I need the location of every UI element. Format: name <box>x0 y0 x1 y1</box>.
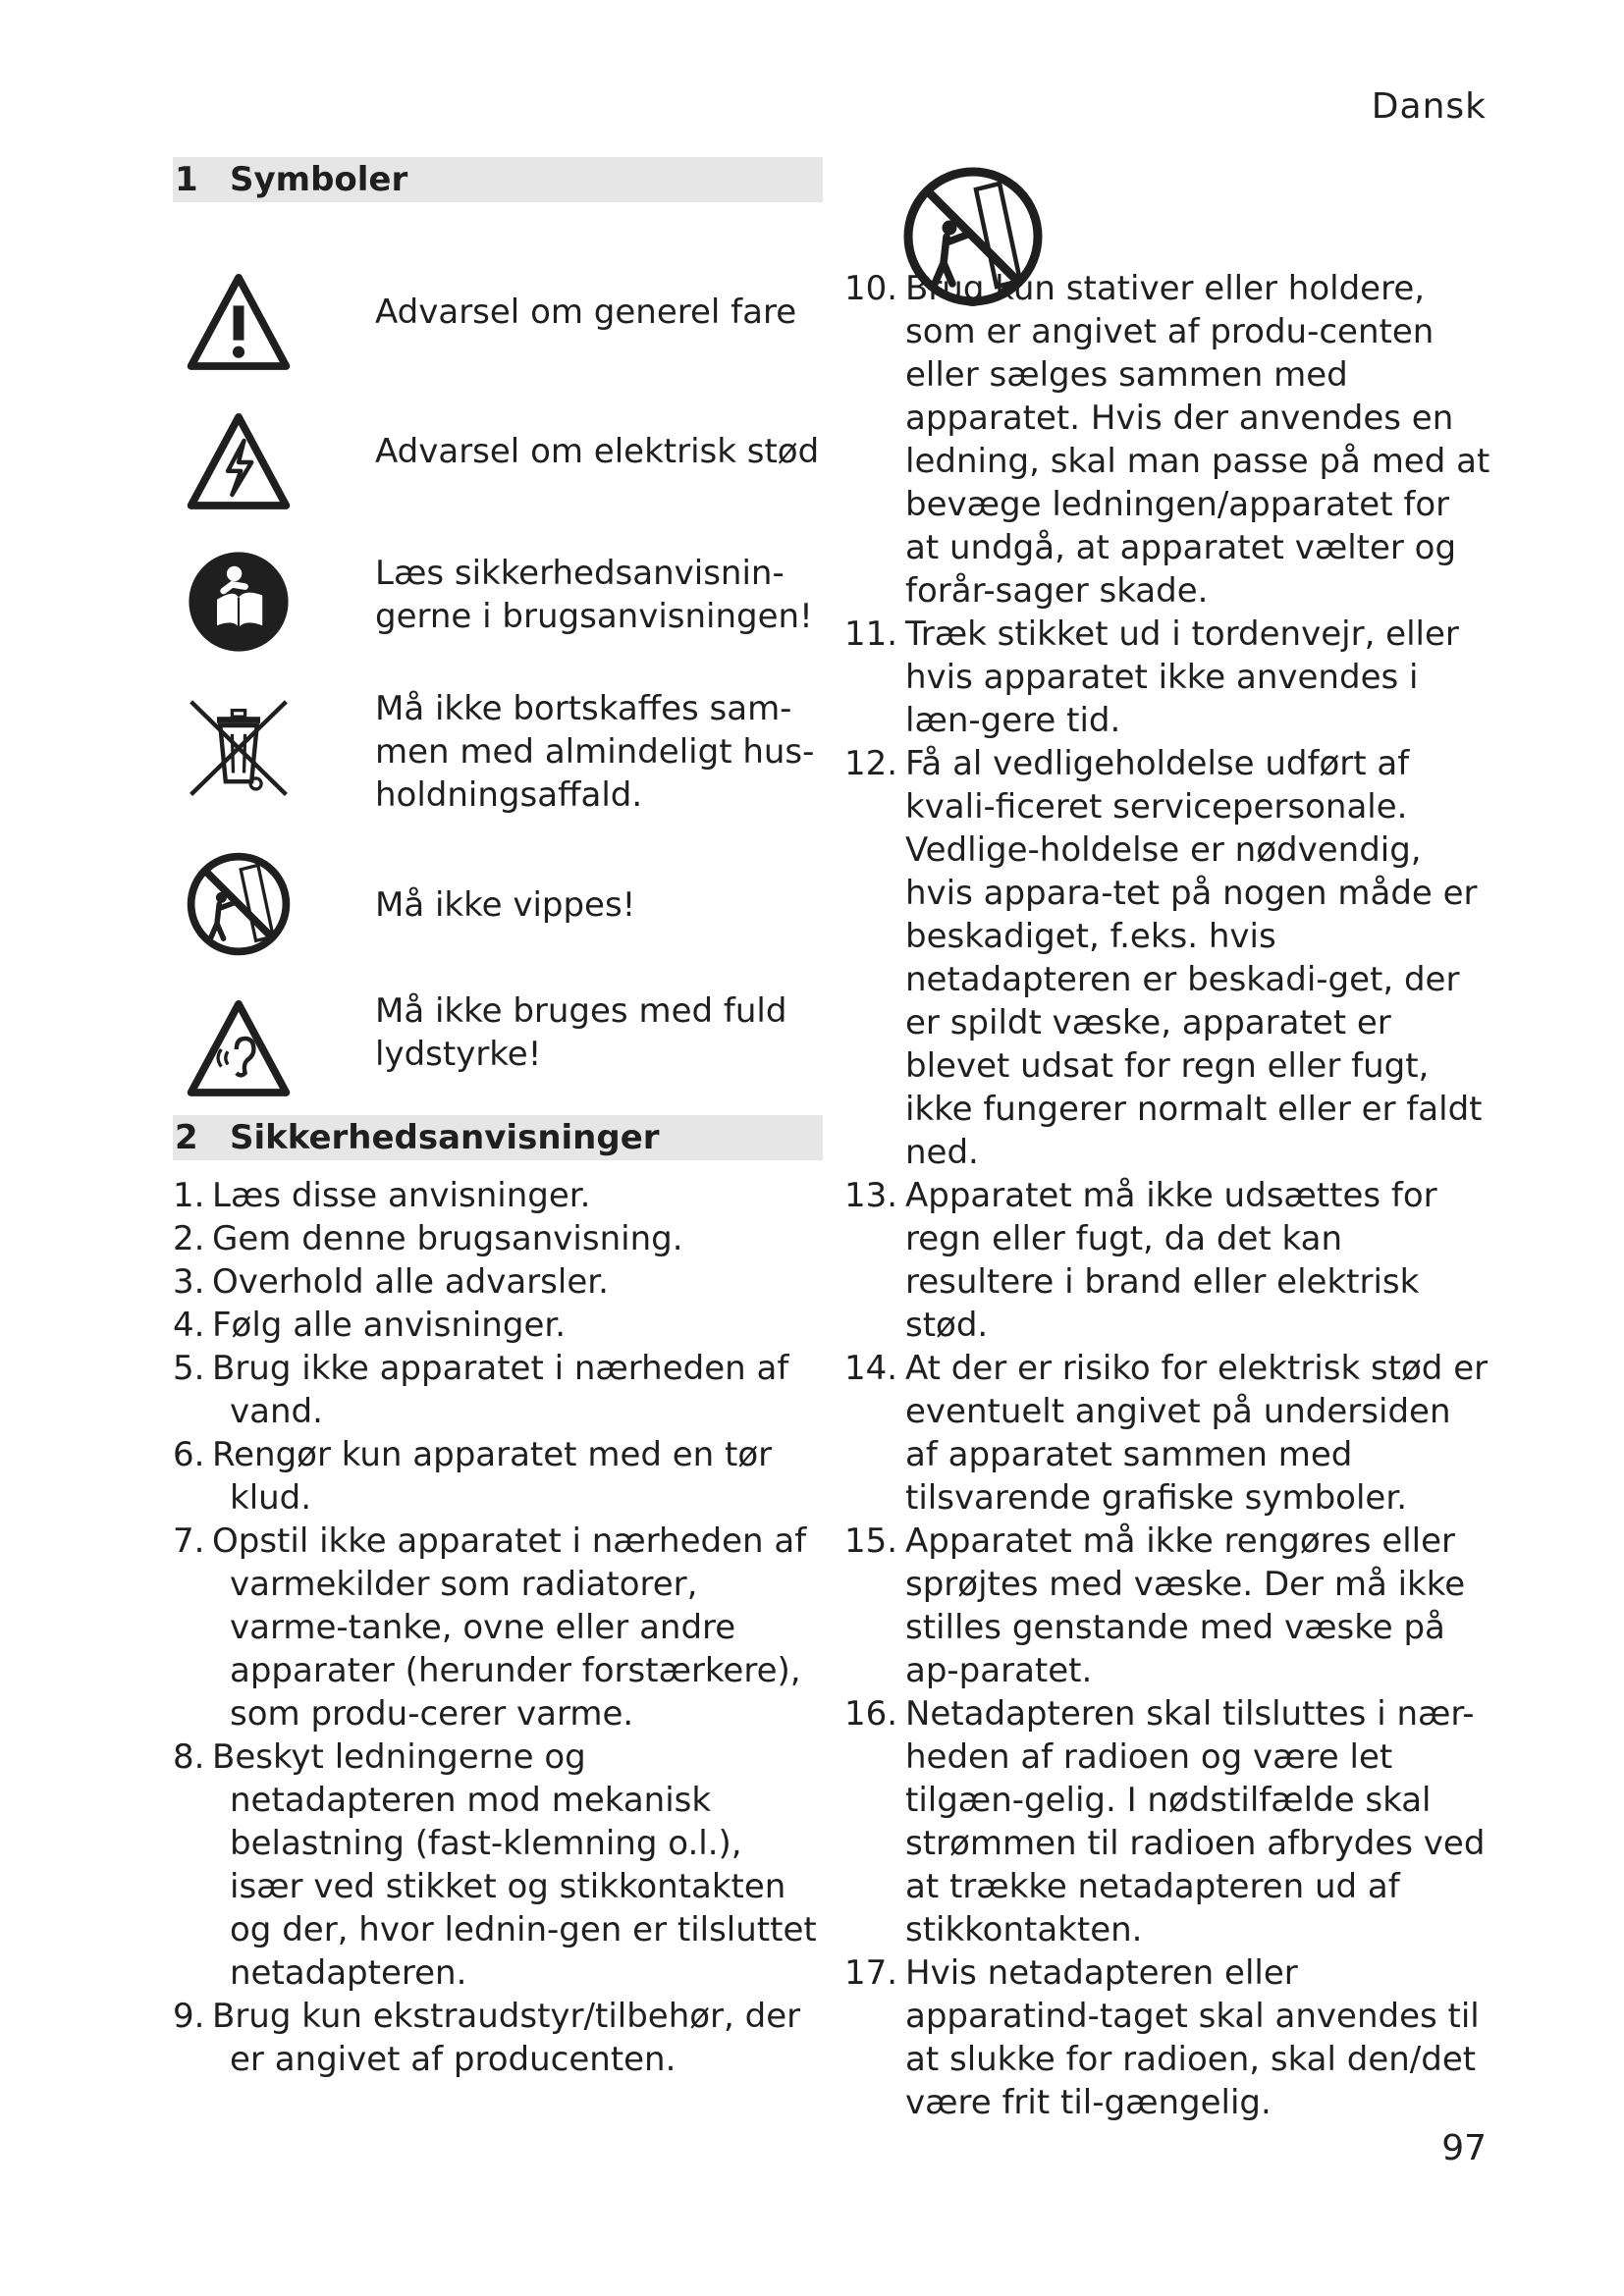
no-tipping-icon <box>185 850 293 958</box>
section-heading-symbols <box>173 157 823 202</box>
list-item: 12. Få al vedligeholdelse udført af kvali-ficeret servicepersonale. Vedlige-holdelse er nødvendig, hvis appara-tet på nogen måde er beskadiget, f.eks. hvis netadapteren er beskadi-get, der er spildt væske, apparatet er blevet udsat for regn eller fugt, ikke fungerer normalt eller er faldt ned. <box>844 744 1483 1172</box>
crossed-out-bin-icon <box>185 693 293 801</box>
section-title: Sikkerhedsanvisninger <box>230 1118 660 1157</box>
list-item: 8. Beskyt ledningerne og netadapteren mod mekanisk belastning (fast-klemning o.l.), især ved stikket og stikkontakten og der, hvor lednin-gen er tilsluttet netadapteren. <box>173 1737 817 1993</box>
list-item: 3. Overhold alle advarsler. <box>173 1262 609 1302</box>
list-item: 17. Hvis netadapteren eller apparatind-taget skal anvendes til at slukke for radioen, skal den/det være frit til-gængelig. <box>844 1953 1480 2122</box>
read-manual-icon <box>185 548 293 656</box>
list-item: 5. Brug ikke apparatet i nærheden af vand. <box>173 1349 789 1431</box>
electric-shock-icon <box>185 408 293 516</box>
left-column <box>173 157 823 2081</box>
list-item: 16. Netadapteren skal tilsluttes i nær-heden af radioen og være let tilgæn-gelig. I nødstilfælde skal strømmen til radioen afbrydes ved at trække netadapteren ud af stikkontakten. <box>844 1694 1486 1949</box>
right-column <box>844 157 1492 2124</box>
list-item: 1. Læs disse anvisninger. <box>173 1176 591 1215</box>
symbol-label: Advarsel om generel fare <box>375 293 797 332</box>
section-number: 2 <box>175 1118 198 1157</box>
page-number: 97 <box>1441 2128 1487 2168</box>
list-item: 15. Apparatet må ikke rengøres eller sprøjtes med væske. Der må ikke stilles genstande med væske på ap-paratet. <box>844 1522 1466 1690</box>
list-item: 2. Gem denne brugsanvisning. <box>173 1219 683 1258</box>
symbol-label: Må ikke vippes! <box>375 885 636 925</box>
safety-list-left <box>173 1174 823 2081</box>
symbol-list <box>173 202 823 1115</box>
section-title: Symboler <box>230 160 408 199</box>
symbol-label: Læs sikkerhedsanvisnin-gerne i brugsanvisningen! <box>375 554 813 636</box>
symbol-label: Må ikke bruges med fuld lydstyrke! <box>375 991 787 1074</box>
right-top-icon-area <box>844 157 1492 267</box>
list-item: 10. Brug kun stativer eller holdere, som er angivet af produ-centen eller sælges sammen med apparatet. Hvis der anvendes en ledning, skal man passe på med at bevæge ledningen/apparatet for at undgå, at apparatet vælter og forår-sager skade. <box>844 269 1490 611</box>
warning-triangle-icon <box>185 269 293 377</box>
hearing-warning-icon <box>185 995 293 1103</box>
section-heading-safety <box>173 1115 823 1160</box>
symbol-label: Må ikke bortskaffes sam-men med almindeligt hus-holdningsaffald. <box>375 689 815 815</box>
list-item: 4. Følg alle anvisninger. <box>173 1306 567 1345</box>
symbol-label: Advarsel om elektrisk stød <box>375 432 820 471</box>
list-item: 9. Brug kun ekstraudstyr/tilbehør, der er angivet af producenten. <box>173 1997 801 2079</box>
safety-list-right <box>844 267 1492 2124</box>
list-item: 6. Rengør kun apparatet med en tør klud. <box>173 1435 773 1518</box>
list-item: 13. Apparatet må ikke udsættes for regn eller fugt, da det kan resultere i brand eller elektrisk stød. <box>844 1176 1437 1345</box>
list-item: 7. Opstil ikke apparatet i nærheden af varmekilder som radiatorer, varme-tanke, ovne eller andre apparater (herunder forstærkere), som produ-cerer varme. <box>173 1522 807 1734</box>
section-number: 1 <box>175 160 198 199</box>
list-item: 14. At der er risiko for elektrisk stød er eventuelt angivet på undersiden af apparatet sammen med tilsvarende grafiske symboler. <box>844 1349 1489 1518</box>
list-item: 11. Træk stikket ud i tordenvejr, eller hvis apparatet ikke anvendes i læn-gere tid. <box>844 614 1459 740</box>
language-label: Dansk <box>1371 86 1487 127</box>
